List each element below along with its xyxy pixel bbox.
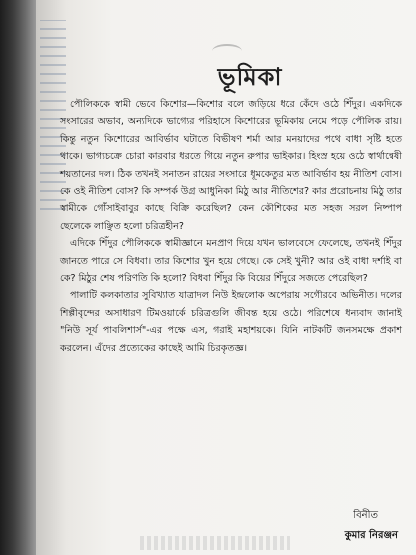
paragraph: পৌলিককে স্বামী ভেবে কিশোর—কিশোর বলে জড়িয়ে ধরে কেঁদে ওঠে শিঁদুর। একদিকে সংসারের অভাব, অন্যদিকে ভাগ্যের পরিহাসে কিশোরের ভূমিকায় নেমে পড়ে পৌলিক রায়। কিন্তু নতুন কিশোরের আবির্ভাব ঘটাতে বিভীষণ শর্মা আর মনয়াদের পথে বাধা সৃষ্টি হতে থাকে। ভাগ্যচক্রে চোরা কারবার ধরতে গিয়ে নতুন রুপার ভাইকার। হিংস্র হয়ে ওঠে স্বার্থান্বেষী শয়তানের দল। ঠিক তখনই সনাতন রায়ের সংসারে ধূমকেতুর মত আবির্ভাব হয় নীতিশ বোস। কে ওই নীতিশ বোস? কি সম্পর্ক উগ্র আধুনিকা মিঠু আর নীতিশের? কার প্ররোচনায় মিঠু তার স্বামীকে গোঁসাইবাবুর কাছে বিক্রি করেছিল? কেন কৌশিকের মত সহজ সরল নিষ্পাপ ছেলেকে লাঞ্ছিত হলো চরিত্রহীন? [60,99,402,232]
page-title: ভূমিকা [217,62,283,91]
signature-name: কুমার নিরঞ্জন [344,530,398,541]
signature-block [288,506,398,546]
book-spine [0,0,36,555]
heading-block [210,62,290,92]
signature-role: বিনীত [353,510,378,521]
preface-body [60,96,402,516]
paragraph: এদিকে শিঁদুর পৌলিককে স্বামীজ্ঞানে মনপ্রাণ দিয়ে যখন ভালবেসে ফেলেছে, তখনই শিঁদুর জানতে পারে সে বিধবা। তার কিশোর খুন হয়ে গেছে। কে সেই খুনী? আর ওই বাধা দর্শাই বা কে? মিঠুর শেষ পরিণতি কি হলো? বিধবা শিঁদুর কি বিয়ের শিঁদুরে সজতে পেরেছিল? [60,238,402,285]
footer-stamp [140,536,290,550]
heading-ornament [212,44,242,58]
paragraph: পালাটি কলকাতার সুবিখ্যাত যাত্রাদল নিউ ইন্দ্রলোক অপেরায় সগৌরবে অভিনীত। দলের শিল্পীবৃন্দের অসাধারণ টিমওয়ার্কে চরিত্রগুলি জীবন্ত হয়ে ওঠে। পরিশেষে ধন্যবাদ জানাই "নিউ সূর্য পাবলিশার্স"-এর পক্ষে এস, গরাই মহাশয়কে। যিনি নাটকটি জনসমক্ষে প্রকাশ করলেন। এঁদের প্রত্যেকের কাছেই আমি চিরকৃতজ্ঞ। [60,290,402,354]
